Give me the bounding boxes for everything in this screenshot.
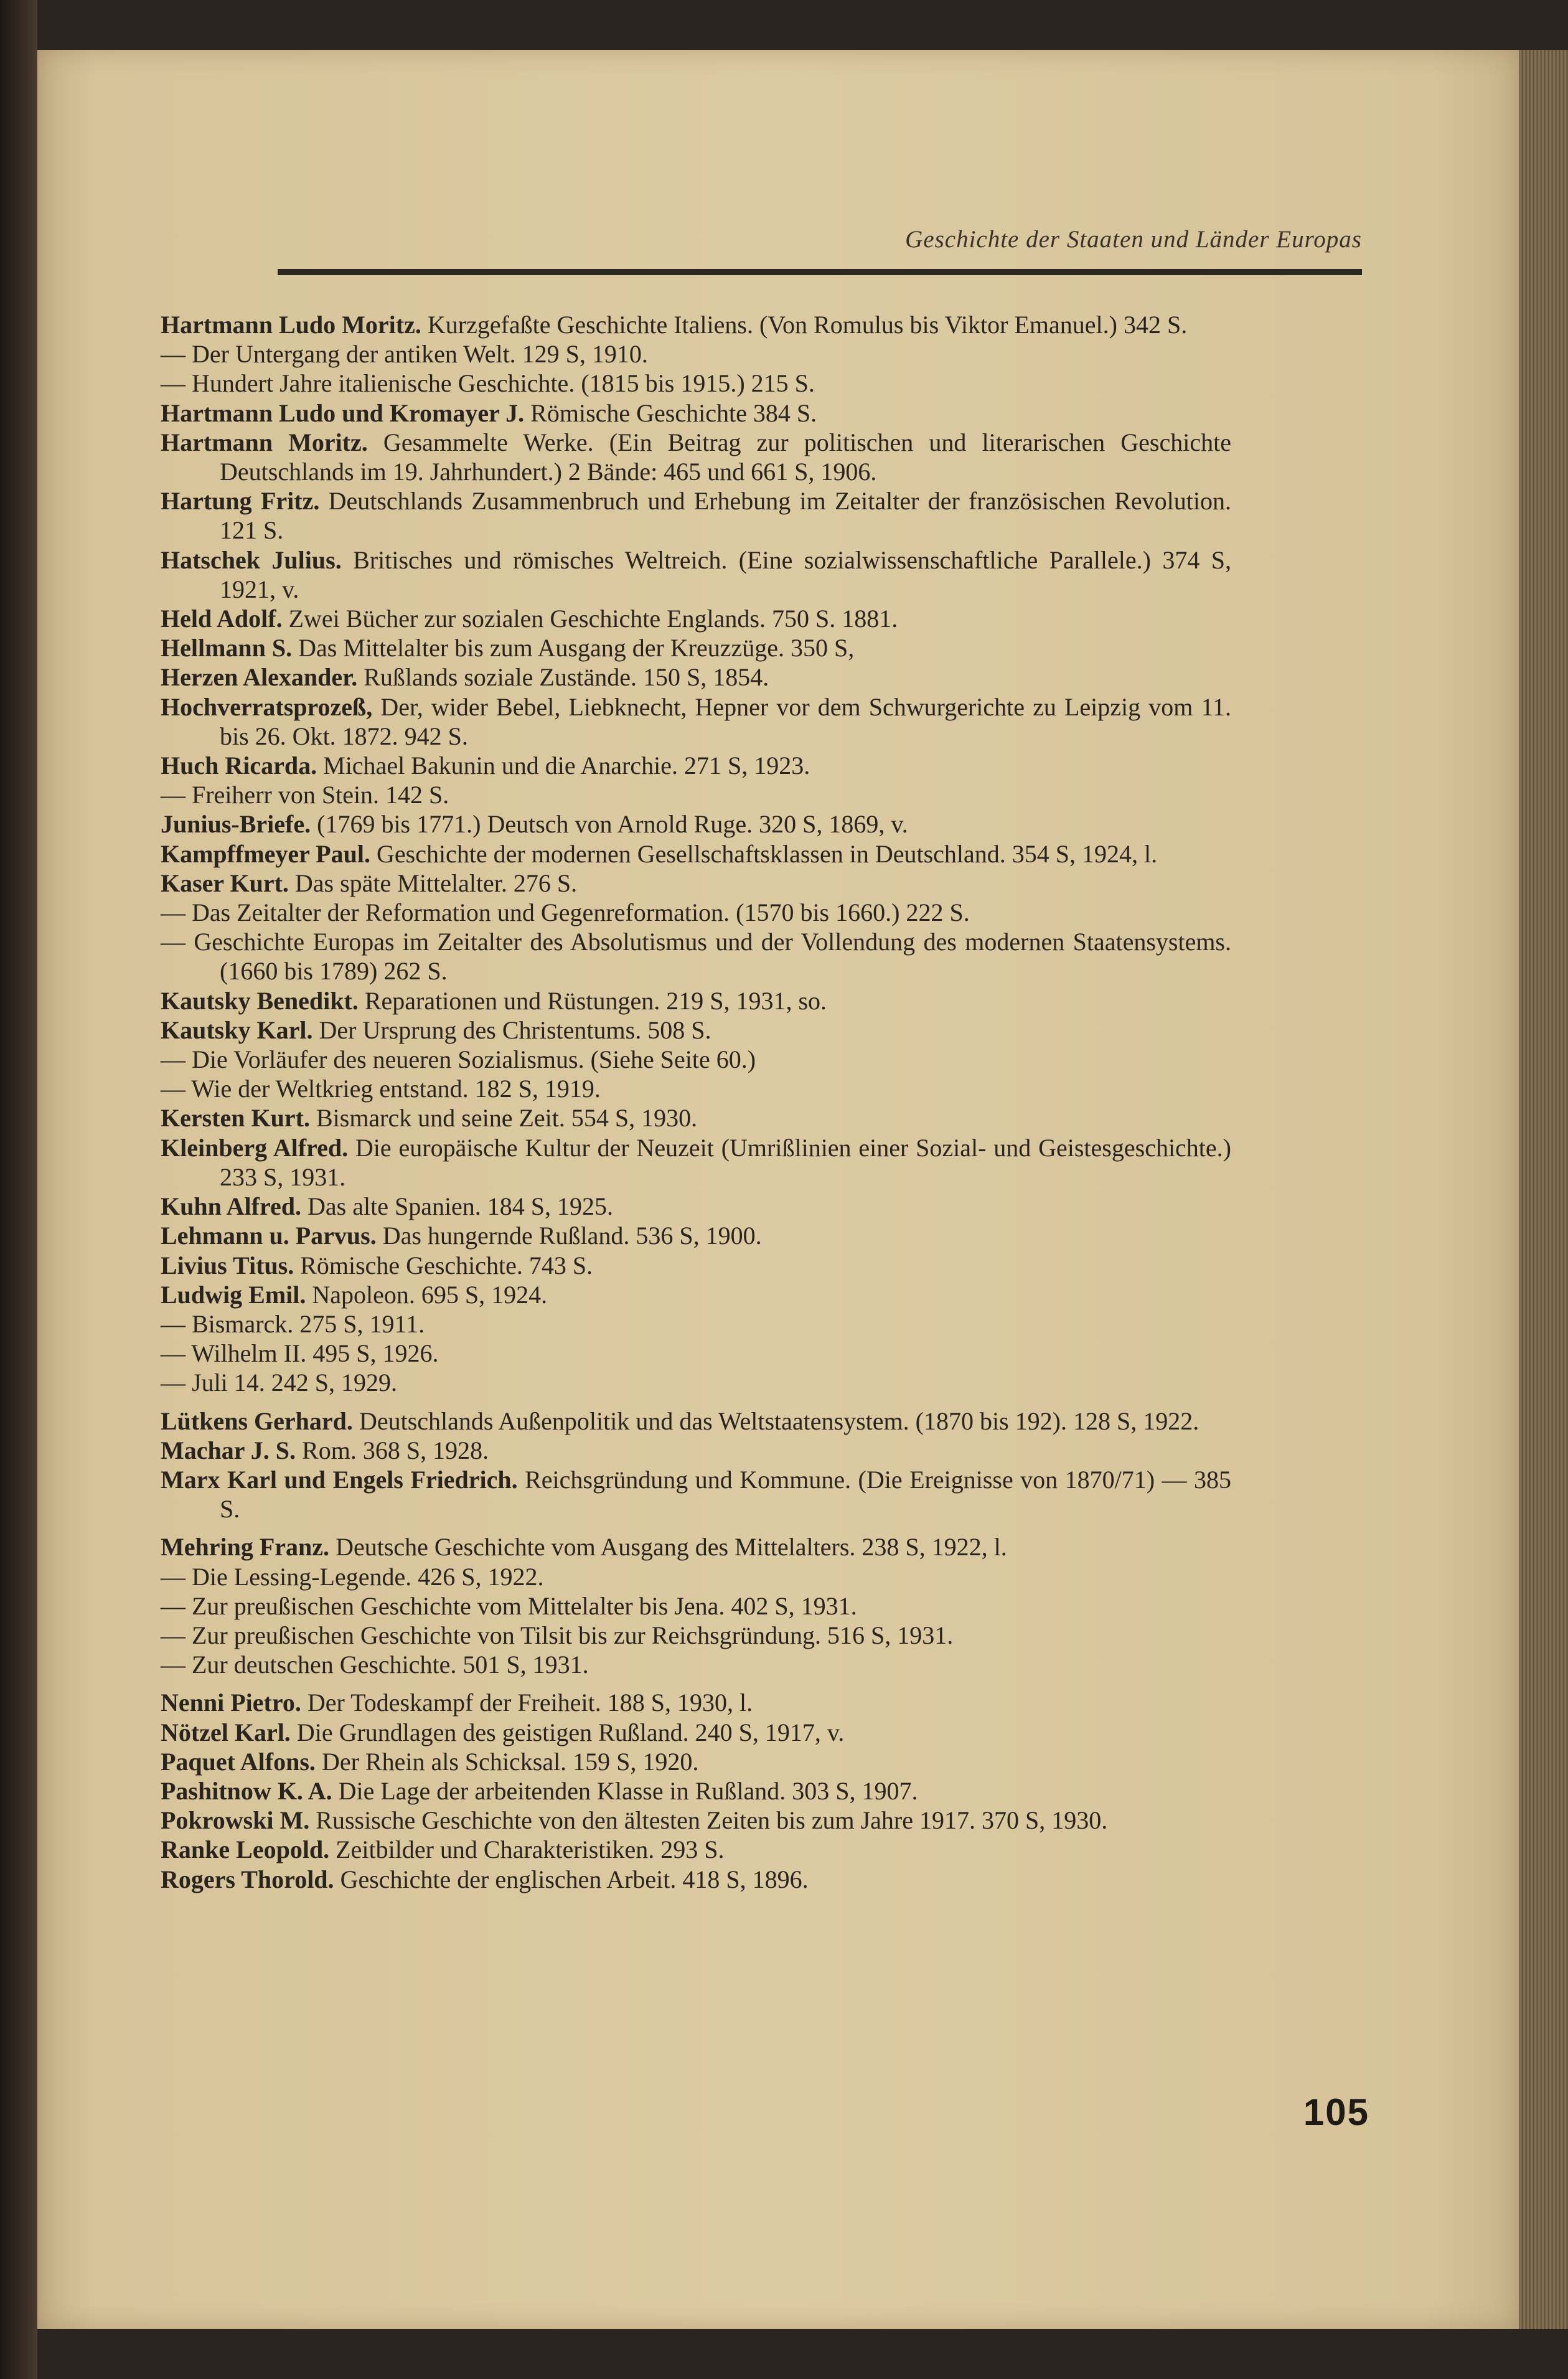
- entry-author: Rogers Thorold.: [161, 1865, 334, 1893]
- bibliography-entry: [161, 751, 1231, 780]
- bibliography-entry: [161, 1532, 1231, 1562]
- bibliography-entry: [161, 1309, 1231, 1339]
- entry-author: Machar J. S.: [161, 1436, 296, 1464]
- entry-author: Mehring Franz.: [161, 1533, 330, 1562]
- entry-author: Pashitnow K. A.: [161, 1776, 332, 1805]
- entry-text: Das hungernde Rußland. 536 S, 1900.: [376, 1222, 762, 1250]
- entry-text: Russische Geschichte von den ältesten Zeiten bis zum Jahre 1917. 370 S, 1930.: [309, 1806, 1108, 1835]
- entry-author: Held Adolf.: [161, 605, 283, 633]
- bibliography-entry: [161, 986, 1231, 1015]
- entry-text: — Zur deutschen Geschichte. 501 S, 1931.: [161, 1651, 589, 1679]
- entry-author: Kautsky Karl.: [161, 1015, 313, 1044]
- bibliography-entry: [161, 1747, 1231, 1776]
- entry-author: Lütkens Gerhard.: [161, 1406, 353, 1435]
- entry-text: — Der Untergang der antiken Welt. 129 S, 1910.: [161, 340, 648, 369]
- entry-text: Das späte Mittelalter. 276 S.: [288, 869, 578, 897]
- entry-text: — Die Vorläufer des neueren Sozialismus. (Siehe Seite 60.): [161, 1045, 756, 1074]
- entry-author: Kleinberg Alfred.: [161, 1133, 349, 1162]
- bibliography-entry: [161, 1465, 1231, 1524]
- bibliography-entry: [161, 545, 1231, 604]
- bibliography-entry: [161, 1339, 1231, 1368]
- header-rule: [278, 269, 1362, 275]
- bibliography-entry: [161, 692, 1231, 751]
- bibliography-entry: [161, 1776, 1231, 1806]
- entry-author: Marx Karl und Engels Friedrich.: [161, 1465, 518, 1494]
- bibliography-entry: [161, 1718, 1231, 1747]
- entry-text: — Die Lessing-Legende. 426 S, 1922.: [161, 1562, 544, 1591]
- entry-text: Der Rhein als Schicksal. 159 S, 1920.: [315, 1747, 699, 1776]
- entry-text: Das Mittelalter bis zum Ausgang der Kreuzzüge. 350 S,: [292, 634, 855, 662]
- page-stack-edge: [1519, 50, 1568, 2329]
- entry-text: Die Lage der arbeitenden Klasse in Rußland. 303 S, 1907.: [332, 1776, 918, 1805]
- book-binding: [0, 0, 37, 2379]
- bibliography-entry: [161, 1621, 1231, 1650]
- bibliography-entry: [161, 1406, 1231, 1436]
- entry-text: Römische Geschichte. 743 S.: [294, 1251, 593, 1279]
- entry-text: — Hundert Jahre italienische Geschichte. (1815 bis 1915.) 215 S.: [161, 369, 815, 398]
- entry-author: Ludwig Emil.: [161, 1280, 306, 1309]
- entry-text: — Geschichte Europas im Zeitalter des Absolutismus und der Vollendung des modernen Staatensystems. (1660 bis 1789) 262 S.: [161, 928, 1231, 986]
- entry-author: Paquet Alfons.: [161, 1747, 316, 1776]
- entry-author: Nenni Pietro.: [161, 1689, 301, 1717]
- entry-text: Britisches und römisches Weltreich. (Eine sozialwissenschaftliche Parallele.) 374 S, 1921, v.: [220, 545, 1231, 603]
- entry-author: Kampffmeyer Paul.: [161, 839, 370, 868]
- entry-text: Rom. 368 S, 1928.: [296, 1436, 489, 1464]
- bibliography-entry: [161, 1103, 1231, 1133]
- entry-text: Bismarck und seine Zeit. 554 S, 1930.: [309, 1104, 698, 1133]
- bibliography-entry: [161, 633, 1231, 662]
- entry-author: Huch Ricarda.: [161, 751, 317, 780]
- bibliography-entry: [161, 1251, 1231, 1280]
- bibliography-list: [161, 310, 1231, 1894]
- bibliography-entry: [161, 1688, 1231, 1717]
- entry-text: Kurzgefaßte Geschichte Italiens. (Von Romulus bis Viktor Emanuel.) 342 S.: [421, 311, 1188, 339]
- entry-text: — Freiherr von Stein. 142 S.: [161, 781, 449, 809]
- entry-text: Reichsgründung und Kommune. (Die Ereignisse von 1870/71) — 385 S.: [220, 1465, 1231, 1524]
- entry-author: Kaser Kurt.: [161, 869, 289, 897]
- bibliography-entry: [161, 662, 1231, 692]
- entry-text: Napoleon. 695 S, 1924.: [306, 1280, 548, 1309]
- bibliography-entry: [161, 1221, 1231, 1250]
- entry-text: Der Todeskampf der Freiheit. 188 S, 1930, l.: [301, 1689, 753, 1717]
- bibliography-entry: [161, 339, 1231, 369]
- entry-text: Geschichte der englischen Arbeit. 418 S, 1896.: [334, 1865, 809, 1893]
- bibliography-entry: [161, 428, 1231, 486]
- entry-text: Der, wider Bebel, Liebknecht, Hepner vor dem Schwurgerichte zu Leipzig vom 11. bis 26. Okt. 1872. 942 S.: [220, 692, 1231, 750]
- entry-text: Gesammelte Werke. (Ein Beitrag zur politischen und literarischen Geschichte Deutschlands im 19. Jahrhundert.) 2 Bände: 465 und 661 S, 1906.: [220, 428, 1231, 486]
- entry-text: — Bismarck. 275 S, 1911.: [161, 1309, 425, 1338]
- bibliography-entry: [161, 1865, 1231, 1894]
- entry-text: — Zur preußischen Geschichte vom Mittelalter bis Jena. 402 S, 1931.: [161, 1591, 857, 1620]
- bibliography-entry: [161, 1806, 1231, 1835]
- bibliography-entry: [161, 1045, 1231, 1074]
- bibliography-entry: [161, 809, 1231, 839]
- entry-author: Kuhn Alfred.: [161, 1192, 301, 1221]
- entry-author: Hartung Fritz.: [161, 487, 320, 516]
- entry-text: (1769 bis 1771.) Deutsch von Arnold Ruge. 320 S, 1869, v.: [311, 810, 908, 839]
- bibliography-entry: [161, 927, 1231, 986]
- entry-text: Reparationen und Rüstungen. 219 S, 1931, so.: [358, 986, 827, 1015]
- bibliography-entry: [161, 604, 1231, 633]
- bibliography-entry: [161, 869, 1231, 898]
- entry-text: Deutschlands Außenpolitik und das Weltstaatensystem. (1870 bis 192). 128 S, 1922.: [352, 1406, 1199, 1435]
- entry-author: Hochverratsprozeß,: [161, 692, 373, 721]
- entry-text: Zeitbilder und Charakteristiken. 293 S.: [329, 1835, 725, 1864]
- entry-author: Hartmann Ludo Moritz.: [161, 311, 421, 339]
- entry-author: Livius Titus.: [161, 1251, 294, 1279]
- bibliography-entry: [161, 780, 1231, 809]
- entry-text: Michael Bakunin und die Anarchie. 271 S, 1923.: [317, 751, 810, 780]
- entry-text: Der Ursprung des Christentums. 508 S.: [312, 1015, 711, 1044]
- entry-text: — Juli 14. 242 S, 1929.: [161, 1369, 398, 1397]
- entry-text: Die europäische Kultur der Neuzeit (Umrißlinien einer Sozial- und Geistesgeschichte.) 233 S, 1931.: [220, 1133, 1231, 1191]
- bibliography-entry: [161, 1436, 1231, 1465]
- entry-author: Ranke Leopold.: [161, 1835, 330, 1864]
- bibliography-entry: [161, 398, 1231, 428]
- bibliography-entry: [161, 310, 1231, 339]
- entry-text: Geschichte der modernen Gesellschaftsklassen in Deutschland. 354 S, 1924, l.: [370, 839, 1158, 868]
- bibliography-entry: [161, 1280, 1231, 1309]
- entry-text: Die Grundlagen des geistigen Rußland. 240 S, 1917, v.: [290, 1718, 845, 1746]
- entry-author: Lehmann u. Parvus.: [161, 1222, 377, 1250]
- bibliography-entry: [161, 1650, 1231, 1679]
- entry-author: Hatschek Julius.: [161, 545, 342, 574]
- bibliography-entry: [161, 1562, 1231, 1591]
- bibliography-entry: [161, 1192, 1231, 1221]
- entry-text: — Zur preußischen Geschichte von Tilsit bis zur Reichsgründung. 516 S, 1931.: [161, 1621, 954, 1649]
- bibliography-entry: [161, 1074, 1231, 1103]
- entry-author: Hartmann Moritz.: [161, 428, 368, 456]
- bibliography-entry: [161, 486, 1231, 545]
- bibliography-entry: [161, 369, 1231, 398]
- bibliography-entry: [161, 839, 1231, 869]
- bibliography-entry: [161, 1835, 1231, 1864]
- running-header: Geschichte der Staaten und Länder Europas: [905, 226, 1362, 253]
- bibliography-entry: [161, 1015, 1231, 1045]
- bibliography-entry: [161, 898, 1231, 927]
- entry-author: Kautsky Benedikt.: [161, 986, 359, 1015]
- bibliography-entry: [161, 1368, 1231, 1397]
- entry-author: Herzen Alexander.: [161, 663, 358, 692]
- entry-text: Römische Geschichte 384 S.: [524, 398, 817, 427]
- entry-text: — Das Zeitalter der Reformation und Gegenreformation. (1570 bis 1660.) 222 S.: [161, 898, 970, 927]
- entry-author: Kersten Kurt.: [161, 1104, 310, 1133]
- entry-text: Rußlands soziale Zustände. 150 S, 1854.: [357, 663, 769, 692]
- entry-author: Junius-Briefe.: [161, 810, 311, 839]
- entry-author: Hellmann S.: [161, 634, 293, 662]
- entry-text: Das alte Spanien. 184 S, 1925.: [301, 1192, 614, 1221]
- entry-author: Pokrowski M.: [161, 1806, 310, 1835]
- bibliography-entry: [161, 1133, 1231, 1192]
- entry-author: Hartmann Ludo und Kromayer J.: [161, 398, 525, 427]
- bibliography-entry: [161, 1591, 1231, 1621]
- entry-text: — Wie der Weltkrieg entstand. 182 S, 1919.: [161, 1075, 601, 1103]
- entry-text: Zwei Bücher zur sozialen Geschichte Englands. 750 S. 1881.: [282, 605, 898, 633]
- entry-text: — Wilhelm II. 495 S, 1926.: [161, 1339, 439, 1368]
- entry-text: Deutschlands Zusammenbruch und Erhebung im Zeitalter der französischen Revolution. 121 S.: [220, 487, 1231, 545]
- page-number: 105: [1303, 2091, 1369, 2133]
- entry-text: Deutsche Geschichte vom Ausgang des Mittelalters. 238 S, 1922, l.: [329, 1533, 1007, 1562]
- entry-author: Nötzel Karl.: [161, 1718, 291, 1746]
